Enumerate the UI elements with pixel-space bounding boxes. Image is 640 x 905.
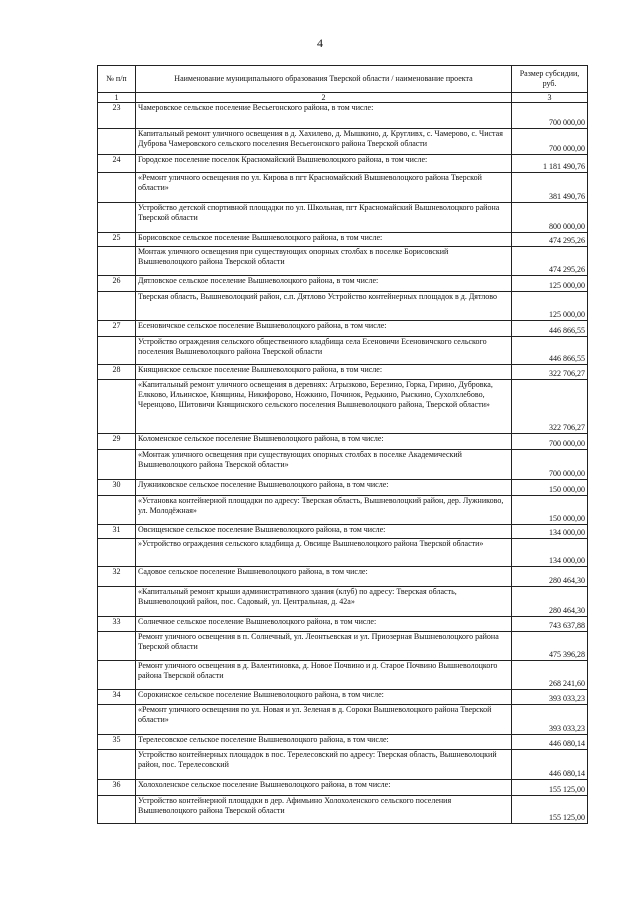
- row-number: [98, 661, 136, 690]
- table-row: [98, 233, 588, 247]
- column-index: 3: [512, 93, 588, 103]
- row-name: «Ремонт уличного освещения по ул. Новая и ул. Зеленая в д. Сороки Вышневолоцкого района Тверской области»: [136, 705, 512, 735]
- table-row: [98, 496, 588, 525]
- table-row: [98, 705, 588, 735]
- row-name: Чамеровское сельское поселение Весьегонского района, в том числе:: [136, 103, 512, 129]
- row-name: Княщинское сельское поселение Вышневолоцкого района, в том числе:: [136, 365, 512, 380]
- table-row: [98, 690, 588, 705]
- column-index: 2: [136, 93, 512, 103]
- row-number: 24: [98, 155, 136, 173]
- header-num: № п/п: [98, 66, 136, 93]
- table-header-row: [98, 66, 588, 93]
- table-row: [98, 480, 588, 496]
- table-row: [98, 380, 588, 434]
- row-amount: 268 241,60: [512, 661, 588, 690]
- table-row: [98, 632, 588, 661]
- table-row: [98, 365, 588, 380]
- table-row: [98, 173, 588, 203]
- row-number: 27: [98, 321, 136, 337]
- row-number: 28: [98, 365, 136, 380]
- table-row: [98, 750, 588, 780]
- row-amount: 134 000,00: [512, 539, 588, 567]
- row-name: «Ремонт уличного освещения по ул. Кирова в пгт Красномайский Вышневолоцкого района Тверской области»: [136, 173, 512, 203]
- header-name: Наименование муниципального образования Тверской области / наименование проекта: [136, 66, 512, 93]
- table-row: [98, 735, 588, 750]
- row-number: [98, 796, 136, 824]
- row-amount: 393 033,23: [512, 690, 588, 705]
- row-number: [98, 450, 136, 480]
- row-number: [98, 632, 136, 661]
- row-name: «Капитальный ремонт уличного освещения в деревнях: Агрызково, Березино, Горка, Гирино, Дубровка, Елкково, Ильинское, Княщины, Никифорово, Ножкино, Починок, Редькино, Рыскино, Сухолхлебово, Черенцово, Шитовичи Княщинского сельского поселения Вышневолоцкого района, Тверской области»: [136, 380, 512, 434]
- row-number: [98, 587, 136, 617]
- row-name: Есеновичское сельское поселение Вышневолоцкого района, в том числе:: [136, 321, 512, 337]
- table-row: [98, 434, 588, 450]
- row-number: 35: [98, 735, 136, 750]
- row-number: 29: [98, 434, 136, 450]
- table-row: [98, 796, 588, 824]
- row-name: Садовое сельское поселение Вышневолоцкого района, в том числе:: [136, 567, 512, 587]
- row-number: [98, 173, 136, 203]
- row-name: «Капитальный ремонт крыши административного здания (клуб) по адресу: Тверская область, Вышневолоцкий район, пос. Садовый, ул. Центральная, д. 42а»: [136, 587, 512, 617]
- row-name: Холохоленское сельское поселение Вышневолоцкого района, в том числе:: [136, 780, 512, 796]
- row-name: Монтаж уличного освещения при существующих опорных столбах в поселке Борисовский Вышневолоцкого района Тверской области: [136, 247, 512, 276]
- page-number: 4: [317, 36, 323, 50]
- row-name: Борисовское сельское поселение Вышневолоцкого района, в том числе:: [136, 233, 512, 247]
- table-row: [98, 292, 588, 321]
- row-number: 23: [98, 103, 136, 129]
- row-number: [98, 247, 136, 276]
- row-number: 26: [98, 276, 136, 292]
- row-amount: 322 706,27: [512, 365, 588, 380]
- row-amount: 700 000,00: [512, 129, 588, 155]
- row-amount: 743 637,88: [512, 617, 588, 632]
- row-name: Капитальный ремонт уличного освещения в д. Хахилево, д. Мышкино, д. Кругливх, с. Чамерово, с. Чистая Дуброва Чамеровского сельского поселения Весьегонского района Тверской области: [136, 129, 512, 155]
- table-row: [98, 247, 588, 276]
- table-row: [98, 567, 588, 587]
- row-amount: 700 000,00: [512, 450, 588, 480]
- table-row: [98, 450, 588, 480]
- row-number: 34: [98, 690, 136, 705]
- row-name: Ремонт уличного освещения в п. Солнечный, ул. Леонтьевская и ул. Приозерная Вышневолоцкого района Тверской области: [136, 632, 512, 661]
- row-number: 33: [98, 617, 136, 632]
- subsidy-table: [97, 65, 588, 824]
- row-number: [98, 129, 136, 155]
- row-amount: 474 295,26: [512, 247, 588, 276]
- table-row: [98, 661, 588, 690]
- row-number: [98, 750, 136, 780]
- row-amount: 393 033,23: [512, 705, 588, 735]
- row-amount: 150 000,00: [512, 496, 588, 525]
- row-name: Солнечное сельское поселение Вышневолоцкого района, в том числе:: [136, 617, 512, 632]
- row-number: [98, 337, 136, 365]
- row-name: «Монтаж уличного освещения при существующих опорных столбах в поселке Академический Вышневолоцкого района Тверской области»: [136, 450, 512, 480]
- row-amount: 1 181 490,76: [512, 155, 588, 173]
- row-name: Городское поселение поселок Красномайский Вышневолоцкого района, в том числе:: [136, 155, 512, 173]
- row-amount: 125 000,00: [512, 276, 588, 292]
- table-row: [98, 780, 588, 796]
- row-amount: 446 866,55: [512, 337, 588, 365]
- row-amount: 155 125,00: [512, 796, 588, 824]
- table-row: [98, 129, 588, 155]
- header-amount: Размер субсидии, руб.: [512, 66, 588, 93]
- row-number: [98, 539, 136, 567]
- row-name: Устройство ограждения сельского общественного кладбища села Есеновичи Есеновичского сельского поселения Вышневолоцкого района Тверской области: [136, 337, 512, 365]
- row-amount: 280 464,30: [512, 567, 588, 587]
- row-amount: 475 396,28: [512, 632, 588, 661]
- row-amount: 134 000,00: [512, 525, 588, 539]
- table-row: [98, 337, 588, 365]
- row-name: Лужниковское сельское поселение Вышневолоцкого района, в том числе:: [136, 480, 512, 496]
- table-row: [98, 276, 588, 292]
- row-number: 32: [98, 567, 136, 587]
- row-name: Дятловское сельское поселение Вышневолоцкого района, в том числе:: [136, 276, 512, 292]
- row-amount: 280 464,30: [512, 587, 588, 617]
- row-number: [98, 203, 136, 233]
- row-number: 31: [98, 525, 136, 539]
- row-name: »Устройство ограждения сельского кладбища д. Овсище Вышневолоцкого района Тверской области»: [136, 539, 512, 567]
- row-name: Терелесовское сельское поселение Вышневолоцкого района, в том числе:: [136, 735, 512, 750]
- column-index: 1: [98, 93, 136, 103]
- table-row: [98, 203, 588, 233]
- table-row: [98, 539, 588, 567]
- table-row: [98, 321, 588, 337]
- table-row: [98, 525, 588, 539]
- row-number: [98, 292, 136, 321]
- row-name: Устройство контейнерных площадок в пос. Терелесовский по адресу: Тверская область, Вышневолоцкий район, пос. Терелесовский: [136, 750, 512, 780]
- row-amount: 322 706,27: [512, 380, 588, 434]
- row-name: «Установка контейнерной площадки по адресу: Тверская область, Вышневолоцкий район, дер. Лужниково, ул. Молодёжная»: [136, 496, 512, 525]
- table-row: [98, 617, 588, 632]
- row-amount: 446 866,55: [512, 321, 588, 337]
- row-amount: 800 000,00: [512, 203, 588, 233]
- table-row: [98, 587, 588, 617]
- row-number: [98, 705, 136, 735]
- row-amount: 155 125,00: [512, 780, 588, 796]
- row-amount: 700 000,00: [512, 103, 588, 129]
- table-row: [98, 155, 588, 173]
- row-number: 36: [98, 780, 136, 796]
- row-name: Устройство контейнерной площадки в дер. Афимьино Холохоленского сельского поселения Вышневолоцкого района Тверской области: [136, 796, 512, 824]
- row-number: [98, 496, 136, 525]
- row-name: Тверская область, Вышневолоцкий район, с.п. Дятлово Устройство контейнерных площадок в д. Дятлово: [136, 292, 512, 321]
- row-amount: 700 000,00: [512, 434, 588, 450]
- row-name: Овсищенское сельское поселение Вышневолоцкого района, в том числе:: [136, 525, 512, 539]
- row-number: [98, 380, 136, 434]
- column-index-row: [98, 93, 588, 103]
- row-amount: 150 000,00: [512, 480, 588, 496]
- row-amount: 381 490,76: [512, 173, 588, 203]
- row-amount: 446 080,14: [512, 750, 588, 780]
- row-number: 30: [98, 480, 136, 496]
- row-amount: 125 000,00: [512, 292, 588, 321]
- row-name: Коломенское сельское поселение Вышневолоцкого района, в том числе:: [136, 434, 512, 450]
- row-amount: 474 295,26: [512, 233, 588, 247]
- row-number: 25: [98, 233, 136, 247]
- table-row: [98, 103, 588, 129]
- row-amount: 446 080,14: [512, 735, 588, 750]
- row-name: Ремонт уличного освещения в д. Валентиновка, д. Новое Почвино и д. Старое Почвино Вышневолоцкого района Тверской области: [136, 661, 512, 690]
- row-name: Устройство детской спортивной площадки по ул. Школьная, пгт Красномайский Вышневолоцкого района Тверской области: [136, 203, 512, 233]
- row-name: Сорокинское сельское поселение Вышневолоцкого района, в том числе:: [136, 690, 512, 705]
